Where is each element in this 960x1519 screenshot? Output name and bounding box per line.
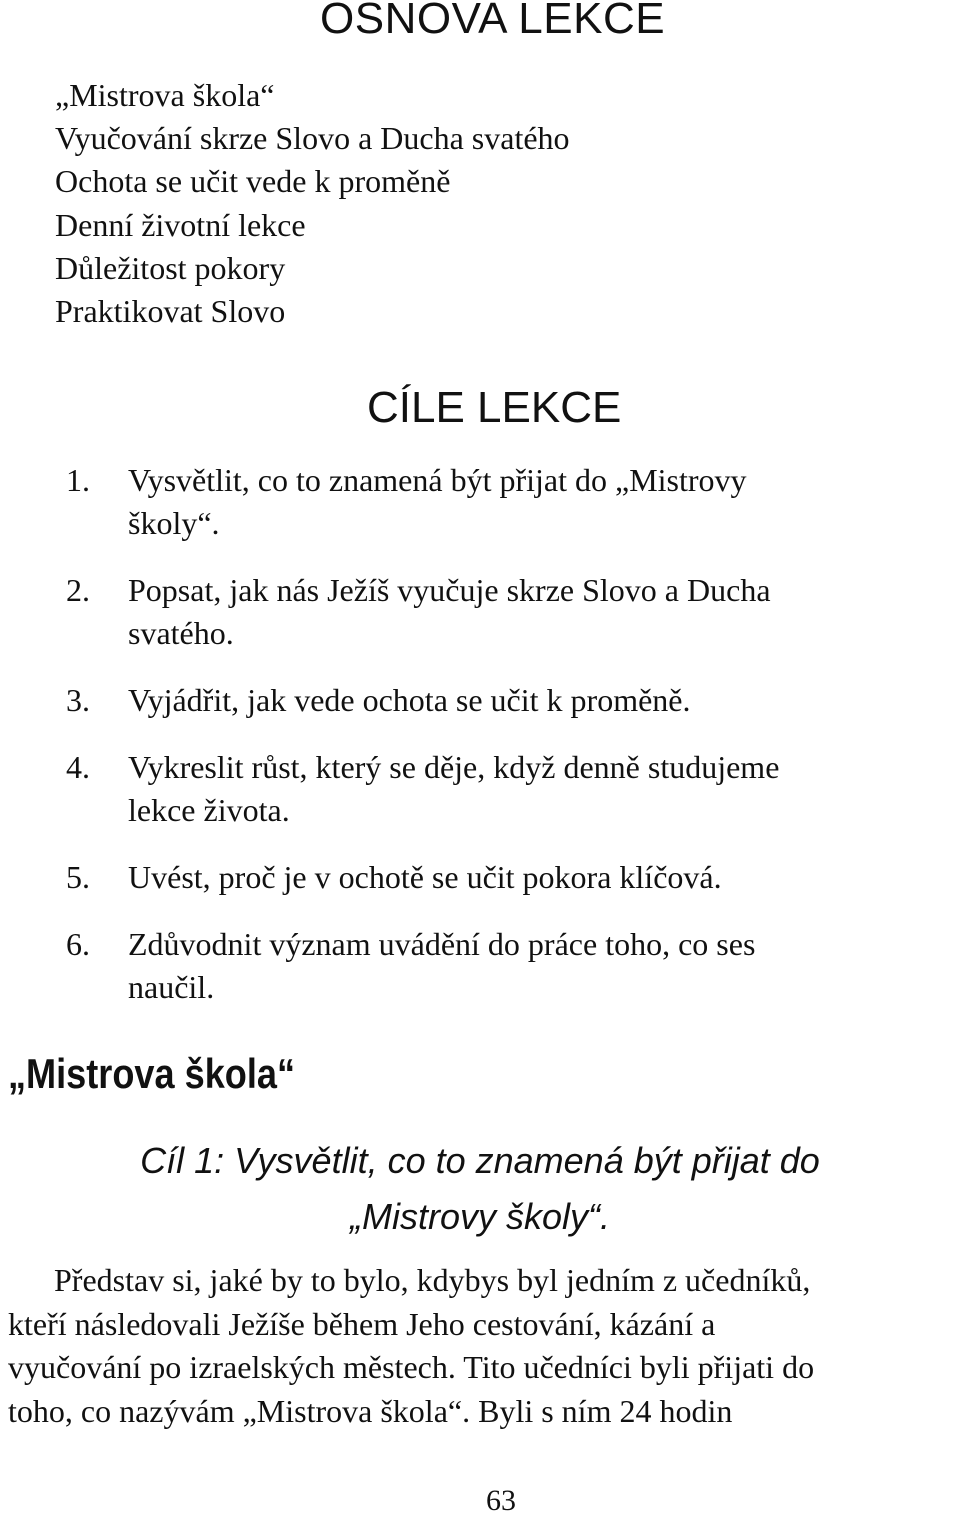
- body-line: Představ si, jaké by to bylo, kdybys byl jedním z učedníků,: [54, 1262, 811, 1298]
- objective-text-line: Vykreslit růst, který se děje, když denně studujeme: [128, 749, 780, 785]
- objectives-heading: CÍLE LEKCE: [367, 383, 622, 432]
- objective-text-line: lekce života.: [128, 792, 290, 828]
- goal-line: „Mistrovy školy“.: [350, 1196, 610, 1237]
- objective-item: [0, 569, 960, 655]
- body-paragraph: [8, 1259, 960, 1433]
- objectives-list: [0, 459, 960, 1033]
- body-line: toho, co nazývám „Mistrova škola“. Byli s ním 24 hodin: [8, 1392, 733, 1429]
- objective-text-line: Popsat, jak nás Ježíš vyučuje skrze Slovo a Ducha: [128, 572, 771, 608]
- objective-item: [0, 459, 960, 545]
- objective-text-line: svatého.: [128, 615, 234, 651]
- outline-item: Praktikovat Slovo: [55, 293, 286, 330]
- goal-line: Cíl 1: Vysvětlit, co to znamená být přijat do: [140, 1140, 820, 1181]
- objective-number: 1.: [66, 462, 90, 498]
- outline-list: [55, 74, 570, 333]
- objective-text-line: školy“.: [128, 505, 220, 541]
- outline-item: „Mistrova škola“: [55, 77, 275, 113]
- objective-item: [0, 746, 960, 832]
- outline-item: Důležitost pokory: [55, 249, 286, 286]
- objective-text-line: Zdůvodnit význam uvádění do práce toho, co ses: [128, 926, 756, 962]
- outline-item: Denní životní lekce: [55, 206, 306, 243]
- objective-text-line: Vyjádřit, jak vede ochota se učit k proměně.: [128, 682, 691, 718]
- objective-item: [0, 679, 960, 722]
- page-number: 63: [486, 1484, 516, 1517]
- objective-text-line: Uvést, proč je v ochotě se učit pokora klíčová.: [128, 859, 722, 895]
- objective-number: 2.: [66, 572, 90, 608]
- body-line: kteří následovali Ježíše během Jeho cestování, kázání a: [8, 1305, 716, 1342]
- objective-item: [0, 856, 960, 899]
- outline-item: Vyučování skrze Slovo a Ducha svatého: [55, 120, 570, 157]
- section-title: „Mistrova škola“: [8, 1050, 296, 1097]
- objective-number: 3.: [66, 682, 90, 718]
- goal-heading: [0, 1133, 960, 1245]
- objective-text-line: naučil.: [128, 969, 215, 1005]
- outline-heading: OSNOVA LEKCE: [320, 0, 666, 43]
- objective-item: [0, 923, 960, 1009]
- objective-number: 4.: [66, 749, 90, 785]
- body-line: vyučování po izraelských městech. Tito učedníci byli přijati do: [8, 1349, 815, 1385]
- objective-number: 5.: [66, 859, 90, 895]
- objective-text-line: Vysvětlit, co to znamená být přijat do „Mistrovy: [128, 462, 747, 498]
- objective-number: 6.: [66, 926, 90, 962]
- outline-item: Ochota se učit vede k proměně: [55, 163, 451, 200]
